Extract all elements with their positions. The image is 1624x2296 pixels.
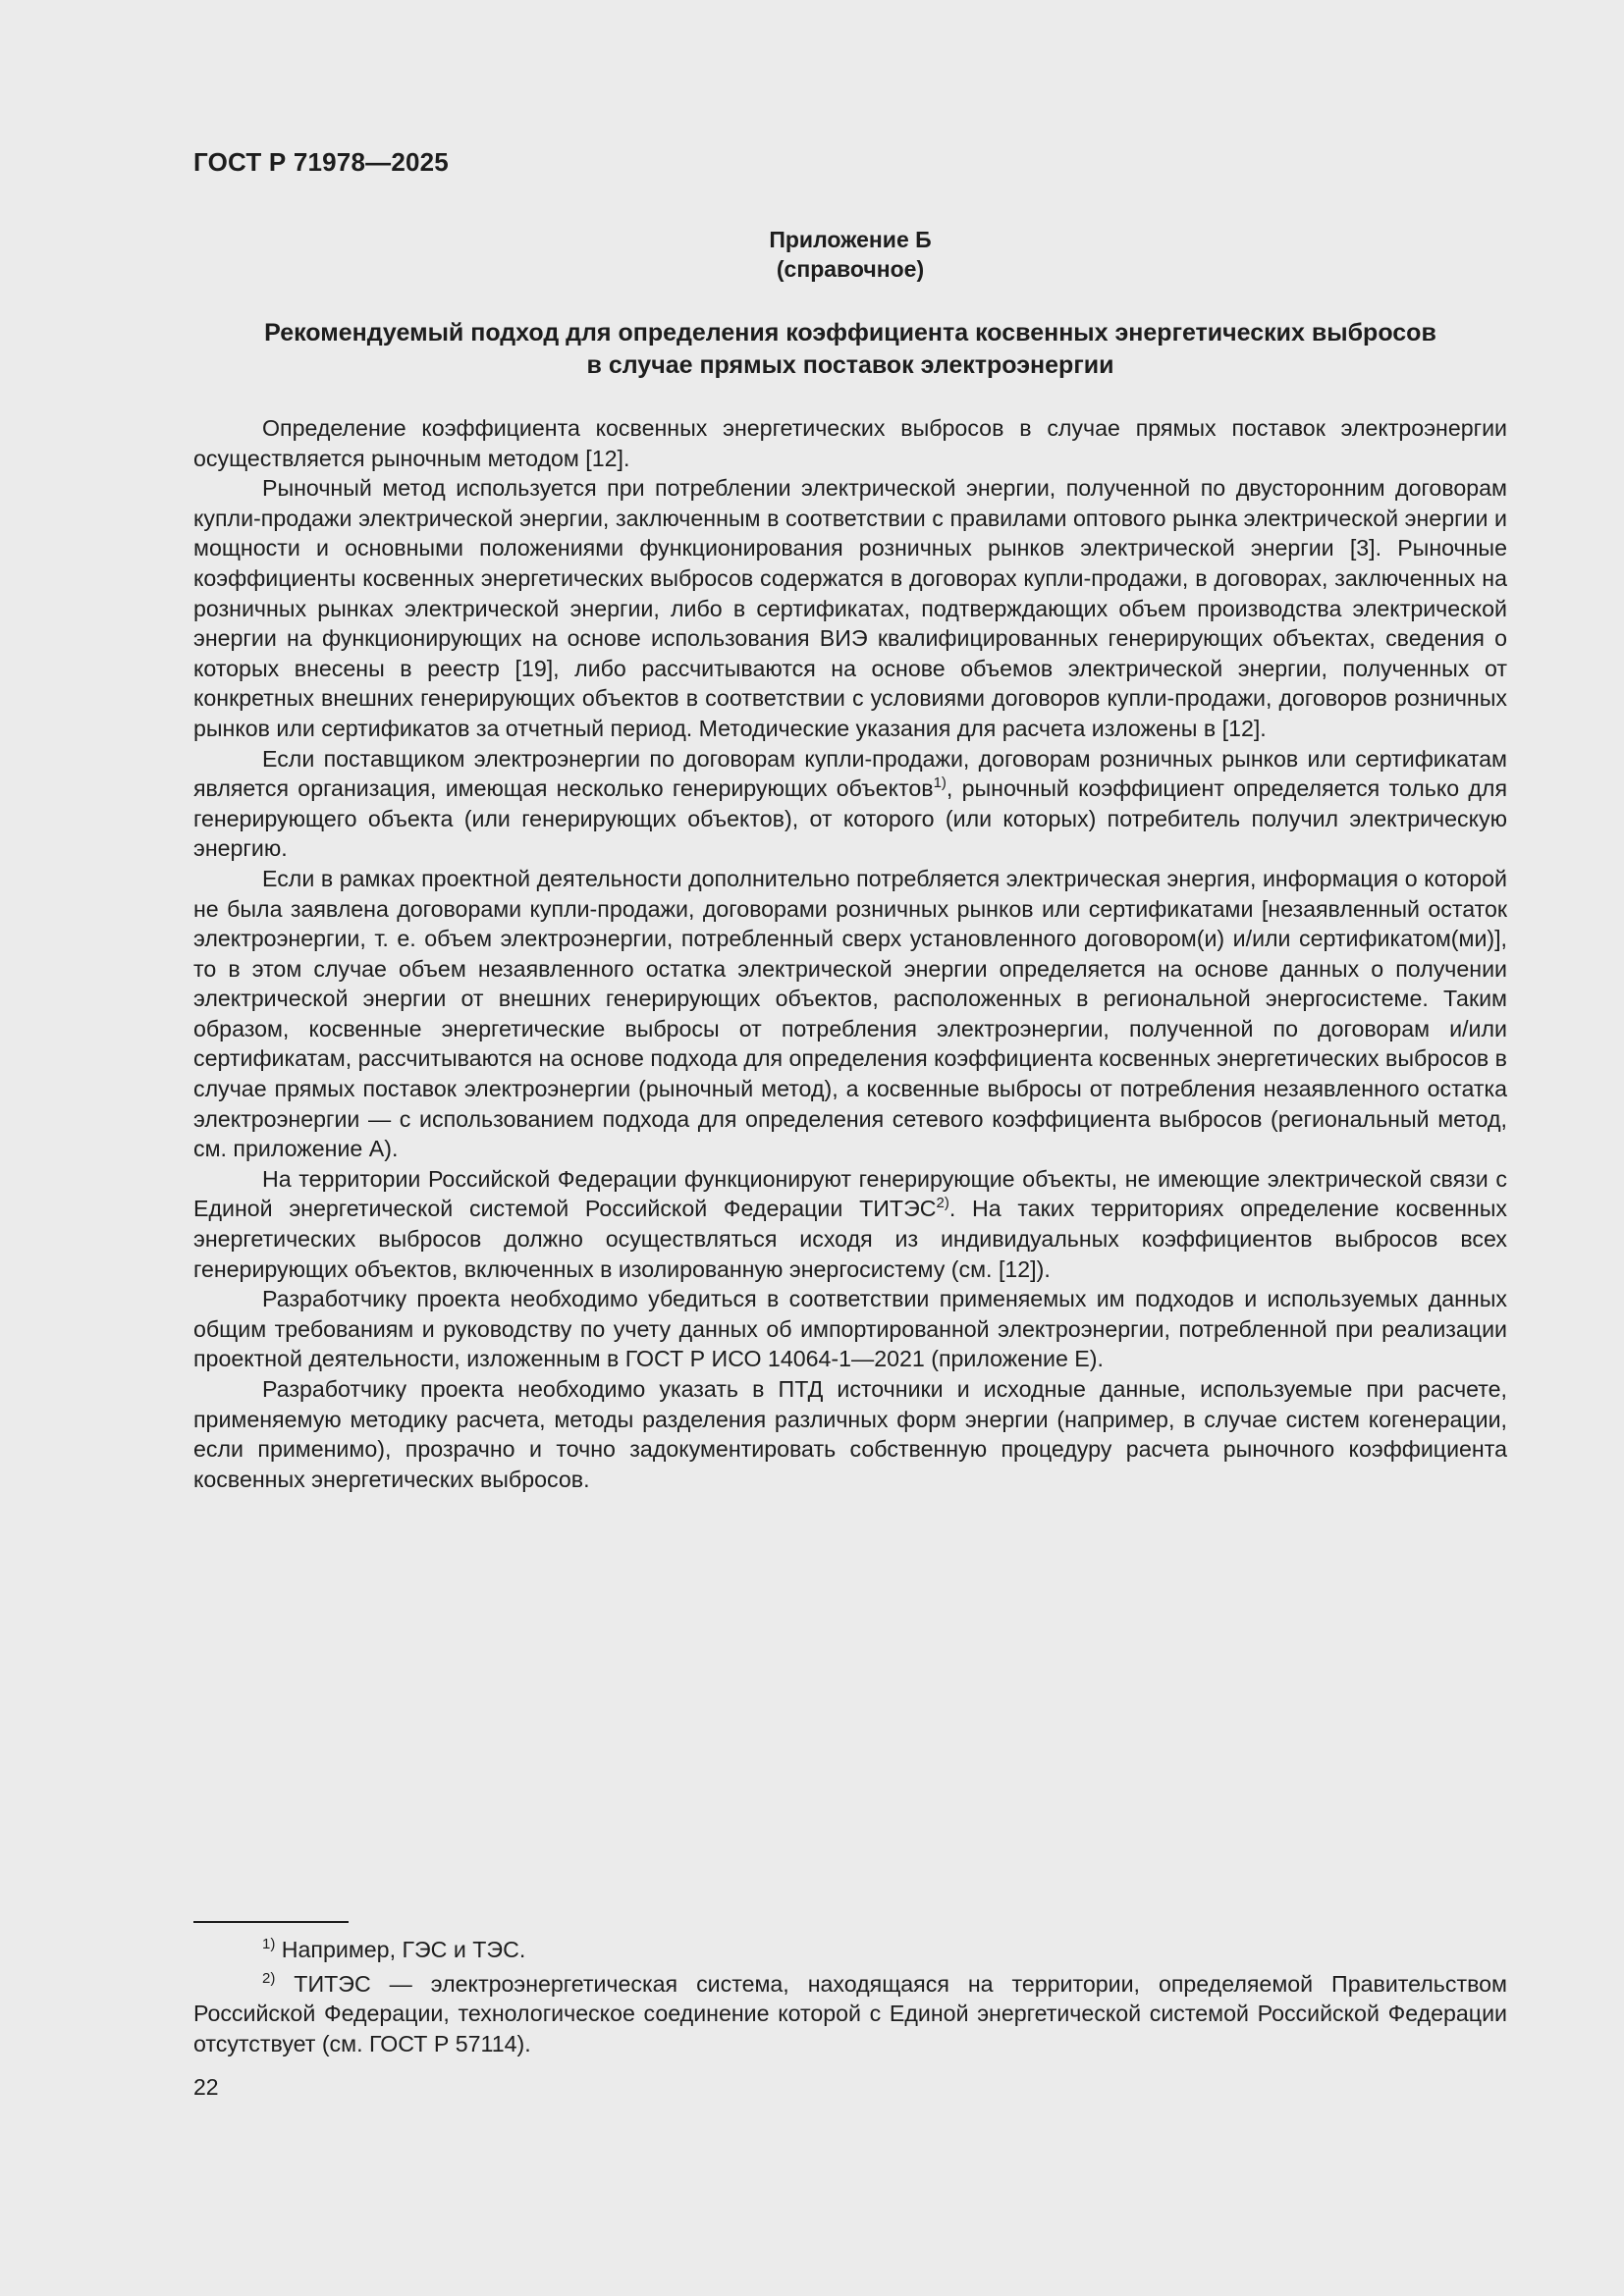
paragraph-7: Разработчику проекта необходимо указать в ПТД источники и исходные данные, используемые при расчете, применяемую методику расчета, методы разделения различных форм энергии (например, в случае систем когенерации, если применимо), прозрачно и точно задокументировать собственную процедуру расчета рыночного коэффициента косвенных энергетических выбросов. — [193, 1376, 1507, 1492]
paragraph-3 — [193, 744, 1507, 864]
paragraph-3-text-a: Если поставщиком электроэнергии по договорам купли-продажи, договорам розничных рынков или сертификатам является организация, имеющая несколько генерирующих объектов — [193, 745, 1507, 802]
paragraph-5 — [193, 1164, 1507, 1284]
footnote-ref-2: 2) — [936, 1195, 949, 1212]
footnote-2-text: ТИТЭС — электроэнергетическая система, находящаяся на территории, определяемой Правительством Российской Федерации, технологическое соединение которой с Единой энергетической системой Российской Федерации отсутствует (см. ГОСТ Р 57114). — [193, 1970, 1507, 2056]
footnote-2-mark: 2) — [262, 1969, 276, 1987]
appendix-title — [193, 317, 1507, 382]
appendix-title-line-2: в случае прямых поставок электроэнергии — [586, 351, 1114, 379]
paragraph-4: Если в рамках проектной деятельности дополнительно потребляется электрическая энергия, информация о которой не была заявлена договорами купли-продажи, договорами розничных рынков или сертификатами [незаявленный остаток электроэнергии, т. е. объем электроэнергии, потребленный сверх установленного договором(и) и/или сертификатом(ми)], то в этом случае объем незаявленного остатка электрической энергии определяется на основе данных о получении электрической энергии от внешних генерирующих объектов, расположенных в региональной энергосистеме. Таким образом, косвенные энергетические выбросы от потребления электроэнергии, полученной по договорам и/или сертификатам, рассчитываются на основе подхода для определения коэффициента косвенных энергетических выбросов в случае прямых поставок электроэнергии (рыночный метод), а косвенные выбросы от потребления незаявленного остатка электроэнергии — с использованием подхода для определения сетевого коэффициента выбросов (региональный метод, см. приложение А). — [193, 865, 1507, 1162]
body-text — [193, 413, 1507, 1494]
footnotes — [193, 1935, 1507, 2062]
footnote-1-text: Например, ГЭС и ТЭС. — [275, 1937, 526, 1962]
appendix-title-line-1: Рекомендуемый подход для определения коэффициента косвенных энергетических выбросов — [264, 319, 1436, 347]
footnote-2 — [193, 1969, 1507, 2059]
appendix-label: Приложение Б — [769, 227, 932, 252]
paragraph-5-text-b: . На таких территориях определение косвенных энергетических выбросов должно осуществляться исходя из индивидуальных коэффициентов выбросов всех генерирующих объектов, включенных в изолированную энергосистему (см. [12]). — [193, 1196, 1507, 1282]
paragraph-5-text-a: На территории Российской Федерации функционируют генерирующие объекты, не имеющие электрической связи с Единой энергетической системой Российской Федерации ТИТЭС — [193, 1165, 1507, 1222]
paragraph-2: Рыночный метод используется при потреблении электрической энергии, полученной по двусторонним договорам купли-продажи электрической энергии, заключенным в соответствии с правилами оптового рынка электрической энергии и мощности и основными положениями функционирования розничных рынков электрической энергии [3]. Рыночные коэффициенты косвенных энергетических выбросов содержатся в договорах купли-продажи, в договорах, заключенных на розничных рынках электрической энергии, либо в сертификатах, подтверждающих объем производства электрической энергии на функционирующих на основе использования ВИЭ квалифицированных генерирующих объектах, сведения о которых внесены в реестр [19], либо рассчитываются на основе объемов электрической энергии, полученных от конкретных внешних генерирующих объектов в соответствии с условиями договоров купли-продажи, договоров розничных рынков или сертификатов за отчетный период. Методические указания для расчета изложены в [12]. — [193, 475, 1507, 741]
paragraph-1: Определение коэффициента косвенных энергетических выбросов в случае прямых поставок электроэнергии осуществляется рыночным методом [12]. — [193, 415, 1507, 471]
appendix-type: (справочное) — [776, 256, 925, 282]
footnote-divider — [193, 1921, 349, 1923]
paragraph-3-text-b: , рыночный коэффициент определяется только для генерирующего объекта (или генерирующих объектов), от которого (или которых) потребитель получил электрическую энергию. — [193, 775, 1508, 862]
page-number: 22 — [193, 2074, 219, 2100]
document-code-header: ГОСТ Р 71978—2025 — [193, 147, 449, 177]
footnote-ref-1: 1) — [933, 774, 947, 792]
footnote-1 — [193, 1935, 1507, 1965]
footnote-1-mark: 1) — [262, 1936, 276, 1952]
paragraph-6: Разработчику проекта необходимо убедиться в соответствии применяемых им подходов и используемых данных общим требованиям и руководству по учету данных об импортированной электроэнергии, потребленной при реализации проектной деятельности, изложенным в ГОСТ Р ИСО 14064-1—2021 (приложение Е). — [193, 1286, 1507, 1372]
